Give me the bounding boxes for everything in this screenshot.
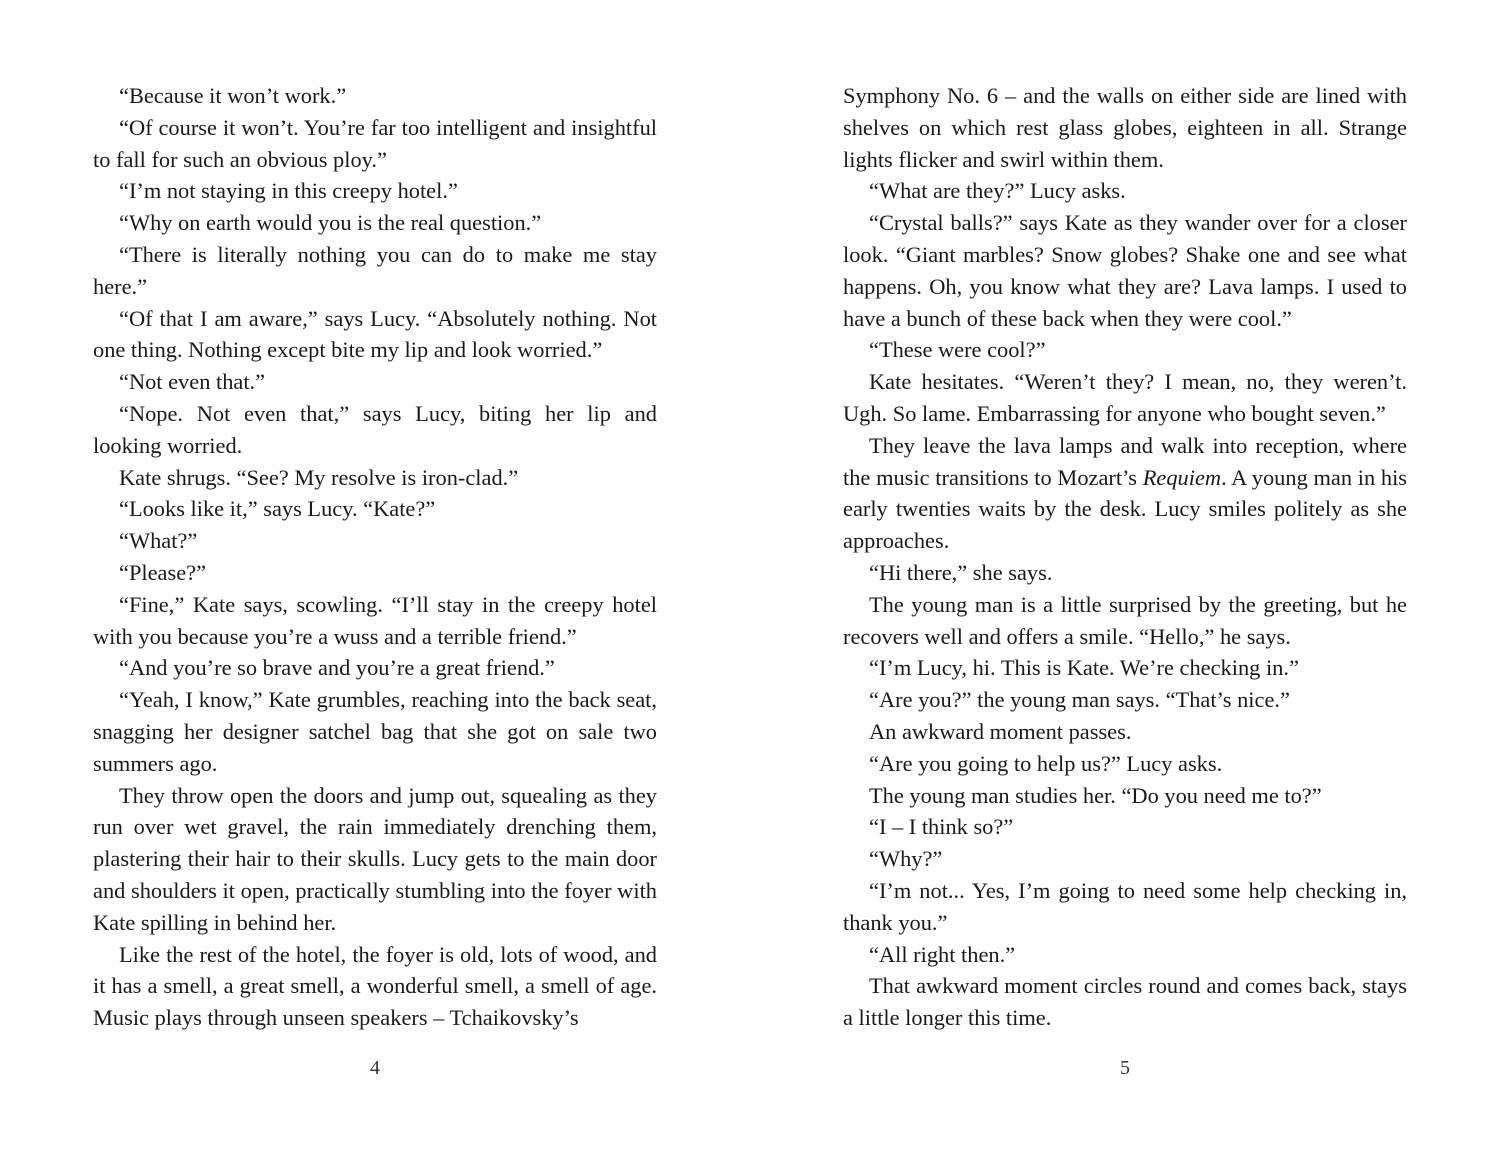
paragraph: “What are they?” Lucy asks. <box>869 178 1126 204</box>
page-number-right: 5 <box>1120 1057 1130 1079</box>
paragraph: The young man studies her. “Do you need me to?” <box>869 782 1322 808</box>
paragraph: “Are you?” the young man says. “That’s nice.” <box>869 687 1290 713</box>
right-page-text <box>843 80 1407 1040</box>
left-page-text <box>93 80 657 1040</box>
paragraph: “Why?” <box>869 846 943 872</box>
paragraph: “I’m not... Yes, I’m going to need some help checking in, thank you.” <box>843 877 1407 935</box>
page-number-left: 4 <box>370 1057 380 1079</box>
paragraph: “Looks like it,” says Lucy. “Kate?” <box>119 496 436 522</box>
paragraph: Kate shrugs. “See? My resolve is iron-clad.” <box>119 464 519 490</box>
paragraph: “I’m not staying in this creepy hotel.” <box>119 178 458 204</box>
reception-text-start: They leave the lava lamps and walk into reception, where the music transitions to Mozart’s <box>843 432 1407 490</box>
paragraph: An awkward moment passes. <box>869 718 1132 744</box>
paragraph: “Because it won’t work.” <box>119 83 347 108</box>
paragraph: “Yeah, I know,” Kate grumbles, reaching into the back seat, snagging her designer satchel bag that she got on sale two summers ago. <box>93 687 657 776</box>
paragraph: Like the rest of the hotel, the foyer is old, lots of wood, and it has a smell, a great smell, a wonderful smell, a smell of age. Music plays through unseen speakers – Tchaikovsky’s <box>93 941 657 1031</box>
paragraph: That awkward moment circles round and comes back, stays a little longer this time. <box>843 973 1407 1031</box>
reception-text-end: . A young man in his early twenties waits by the desk. Lucy smiles politely as she approaches. <box>843 464 1408 554</box>
paragraph: “There is literally nothing you can do to make me stay here.” <box>93 241 657 299</box>
paragraph: “Are you going to help us?” Lucy asks. <box>869 750 1223 776</box>
paragraph: “Of that I am aware,” says Lucy. “Absolutely nothing. Not one thing. Nothing except bite my lip and look worried.” <box>93 305 657 363</box>
paragraph: “Fine,” Kate says, scowling. “I’ll stay in the creepy hotel with you because you’re a wuss and a terrible friend.” <box>93 591 657 649</box>
paragraph: “And you’re so brave and you’re a great friend.” <box>119 655 555 681</box>
paragraph: “All right then.” <box>869 941 1016 967</box>
paragraph: They throw open the doors and jump out, squealing as they run over wet gravel, the rain immediately drenching them, plastering their hair to their skulls. Lucy gets to the main door and shoulders it open, practically stumbling into the foyer with Kate spilling in behind her. <box>93 782 657 935</box>
paragraph: Kate hesitates. “Weren’t they? I mean, no, they weren’t. Ugh. So lame. Embarrassing for anyone who bought seven.” <box>843 369 1407 426</box>
paragraph: “Of course it won’t. You’re far too intelligent and insightful to fall for such an obvious ploy.” <box>93 114 657 172</box>
paragraph: “Hi there,” she says. <box>869 559 1053 585</box>
paragraph: “Why on earth would you is the real question.” <box>119 210 542 236</box>
requiem-title: Requiem <box>1142 464 1222 490</box>
continued-paragraph: Symphony No. 6 – and the walls on either side are lined with shelves on which rest glass globes, eighteen in all. Strange lights flicker and swirl within them. <box>843 83 1407 172</box>
paragraph: “Please?” <box>119 559 207 585</box>
paragraph: The young man is a little surprised by the greeting, but he recovers well and offers a smile. “Hello,” he says. <box>843 591 1407 649</box>
paragraph: “These were cool?” <box>869 337 1046 363</box>
reception-paragraph <box>843 430 1407 557</box>
paragraph: “Not even that.” <box>119 369 266 395</box>
paragraph: “I – I think so?” <box>869 814 1014 840</box>
paragraph: “What?” <box>119 528 198 554</box>
paragraph: “I’m Lucy, hi. This is Kate. We’re checking in.” <box>869 655 1299 681</box>
paragraph: “Crystal balls?” says Kate as they wander over for a closer look. “Giant marbles? Snow globes? Shake one and see what happens. Oh, you know what they are? Lava lamps. I used to have a bunch of these back when they were cool.” <box>843 210 1407 331</box>
paragraph: “Nope. Not even that,” says Lucy, biting her lip and looking worried. <box>93 400 657 458</box>
